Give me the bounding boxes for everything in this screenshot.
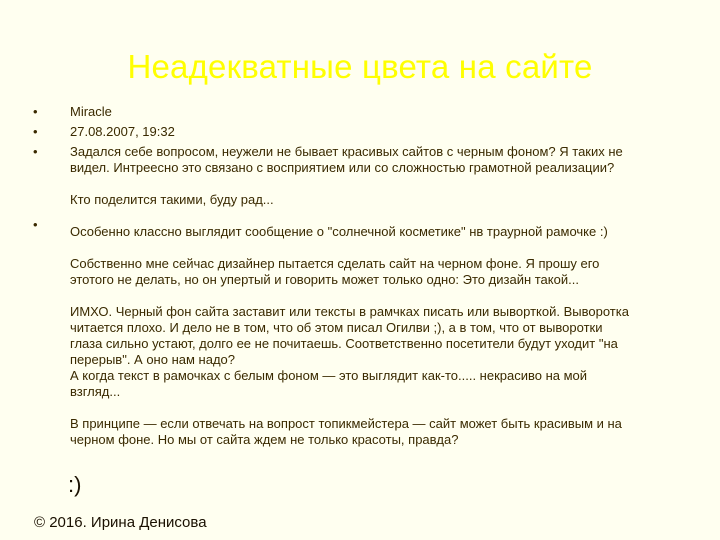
paragraph-gap (70, 240, 680, 256)
bullet-marker: • (33, 104, 38, 119)
slide-title: Неадекватные цвета на сайте (127, 48, 593, 85)
body-line: этотого не делать, но он упертый и говорить может только одно: Это дизайн такой... (70, 272, 579, 287)
bullet-marker: • (33, 144, 38, 159)
body-line: Собственно мне сейчас дизайнер пытается сделать сайт на черном фоне. Я прошу его (70, 256, 600, 271)
paragraph-gap (70, 208, 680, 224)
slide-body (70, 104, 680, 448)
body-line: черном фоне. Но мы от сайта ждем не только красоты, правда? (70, 432, 459, 447)
bullet-marker: • (33, 217, 38, 232)
paragraph-gap (70, 176, 680, 192)
body-line: Особенно классно выглядит сообщение о "солнечной косметике" нв траурной рамочке :) (70, 224, 608, 239)
body-line: взгляд... (70, 384, 121, 399)
body-line: читается плохо. И дело не в том, что об этом писал Огилви ;), а в том, что от выворотки (70, 320, 603, 335)
body-line: Кто поделится такими, буду рад... (70, 192, 274, 207)
smiley-text: :) (68, 472, 82, 497)
bullet-marker: • (33, 124, 38, 139)
body-line: видел. Интреесно это связано с восприятием или со сложностью грамотной реализации? (70, 160, 615, 175)
paragraph-gap (70, 400, 680, 416)
author-name: Miracle (70, 104, 112, 119)
paragraph-gap (70, 288, 680, 304)
body-line: А когда текст в рамочках с белым фоном — это выглядит как-то..... некрасиво на мой (70, 368, 588, 383)
body-line: глаза сильно устают, долго ее не почитаешь. Соответственно посетители будут уходит "на (70, 336, 618, 351)
body-line: ИМХО. Черный фон сайта заставит или тексты в рамчках писать или выворткой. Выворотка (70, 304, 629, 319)
body-line: В принципе — если отвечать на вопрост топикмейстера — сайт может быть красивым и на (70, 416, 622, 431)
body-line: Задался себе вопросом, неужели не бывает красивых сайтов с черным фоном? Я таких не (70, 144, 623, 159)
copyright-footer: © 2016. Ирина Денисова (34, 514, 207, 531)
body-line: перерыв". А оно нам надо? (70, 352, 235, 367)
post-timestamp: 27.08.2007, 19:32 (70, 124, 175, 139)
